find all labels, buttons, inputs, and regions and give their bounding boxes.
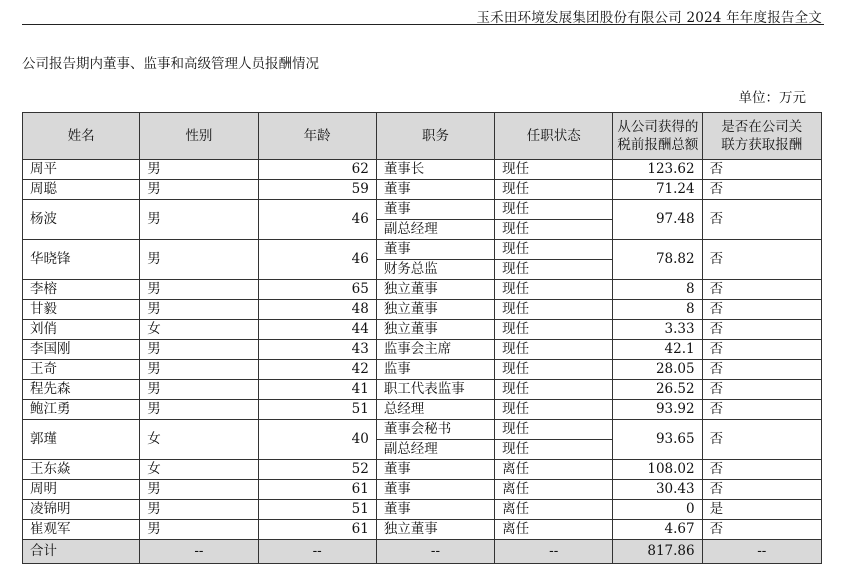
cell-age: 40 xyxy=(258,420,376,460)
compensation-table xyxy=(22,112,822,564)
cell-age: 44 xyxy=(258,320,376,340)
cell-pay: 30.43 xyxy=(613,480,702,500)
cell-position: 独立董事 xyxy=(376,520,494,540)
total-position: -- xyxy=(376,540,494,564)
cell-status: 现任 xyxy=(495,260,613,280)
cell-position: 董事 xyxy=(376,180,494,200)
cell-pay: 93.92 xyxy=(613,400,702,420)
cell-pay: 8 xyxy=(613,300,702,320)
cell-name: 程先森 xyxy=(23,380,140,400)
cell-pay: 0 xyxy=(613,500,702,520)
cell-age: 59 xyxy=(258,180,376,200)
cell-status: 现任 xyxy=(495,220,613,240)
cell-position: 董事 xyxy=(376,480,494,500)
cell-related: 否 xyxy=(702,280,821,300)
cell-age: 62 xyxy=(258,160,376,180)
header-related-line2: 联方获取报酬 xyxy=(721,137,803,153)
cell-related: 否 xyxy=(702,160,821,180)
cell-status: 现任 xyxy=(495,280,613,300)
cell-gender: 男 xyxy=(140,240,258,280)
cell-status: 现任 xyxy=(495,320,613,340)
cell-position: 董事 xyxy=(376,500,494,520)
cell-status: 离任 xyxy=(495,500,613,520)
cell-position: 副总经理 xyxy=(376,220,494,240)
cell-related: 是 xyxy=(702,500,821,520)
cell-related: 否 xyxy=(702,380,821,400)
table-row xyxy=(23,460,822,480)
cell-gender: 男 xyxy=(140,280,258,300)
header-pay-line2: 税前报酬总额 xyxy=(617,137,699,153)
cell-status: 现任 xyxy=(495,240,613,260)
cell-name: 鲍江勇 xyxy=(23,400,140,420)
header-age: 年龄 xyxy=(258,113,376,160)
cell-pay: 71.24 xyxy=(613,180,702,200)
cell-pay: 3.33 xyxy=(613,320,702,340)
cell-gender: 男 xyxy=(140,500,258,520)
cell-status: 现任 xyxy=(495,400,613,420)
total-related: -- xyxy=(702,540,821,564)
cell-gender: 男 xyxy=(140,400,258,420)
table-row xyxy=(23,280,822,300)
cell-age: 52 xyxy=(258,460,376,480)
cell-gender: 男 xyxy=(140,340,258,360)
cell-status: 离任 xyxy=(495,480,613,500)
cell-position: 董事长 xyxy=(376,160,494,180)
header-status: 任职状态 xyxy=(495,113,613,160)
cell-gender: 男 xyxy=(140,380,258,400)
table-row xyxy=(23,180,822,200)
cell-name: 王奇 xyxy=(23,360,140,380)
table-header-row xyxy=(23,113,822,160)
cell-gender: 男 xyxy=(140,520,258,540)
cell-gender: 女 xyxy=(140,460,258,480)
cell-related: 否 xyxy=(702,240,821,280)
cell-age: 61 xyxy=(258,520,376,540)
cell-position: 监事 xyxy=(376,360,494,380)
cell-related: 否 xyxy=(702,180,821,200)
header-pay xyxy=(613,113,702,160)
cell-name: 李榕 xyxy=(23,280,140,300)
cell-pay: 4.67 xyxy=(613,520,702,540)
cell-status: 现任 xyxy=(495,380,613,400)
cell-gender: 男 xyxy=(140,300,258,320)
cell-gender: 女 xyxy=(140,320,258,340)
cell-gender: 男 xyxy=(140,160,258,180)
cell-status: 离任 xyxy=(495,460,613,480)
cell-gender: 男 xyxy=(140,180,258,200)
cell-name: 周平 xyxy=(23,160,140,180)
cell-gender: 男 xyxy=(140,360,258,380)
cell-related: 否 xyxy=(702,480,821,500)
cell-position: 董事 xyxy=(376,200,494,220)
cell-pay: 123.62 xyxy=(613,160,702,180)
cell-age: 46 xyxy=(258,200,376,240)
total-label: 合计 xyxy=(23,540,140,564)
cell-age: 46 xyxy=(258,240,376,280)
cell-related: 否 xyxy=(702,200,821,240)
cell-age: 41 xyxy=(258,380,376,400)
cell-age: 43 xyxy=(258,340,376,360)
running-header-title: 玉禾田环境发展集团股份有限公司 2024 年年度报告全文 xyxy=(476,10,822,26)
header-name: 姓名 xyxy=(23,113,140,160)
total-age: -- xyxy=(258,540,376,564)
cell-name: 李国刚 xyxy=(23,340,140,360)
cell-status: 现任 xyxy=(495,340,613,360)
cell-status: 现任 xyxy=(495,360,613,380)
cell-position: 独立董事 xyxy=(376,300,494,320)
cell-age: 65 xyxy=(258,280,376,300)
table-row xyxy=(23,240,822,260)
cell-position: 副总经理 xyxy=(376,440,494,460)
total-row xyxy=(23,540,822,564)
cell-related: 否 xyxy=(702,460,821,480)
cell-name: 崔观军 xyxy=(23,520,140,540)
total-pay: 817.86 xyxy=(613,540,702,564)
cell-age: 51 xyxy=(258,500,376,520)
cell-status: 现任 xyxy=(495,440,613,460)
cell-status: 现任 xyxy=(495,300,613,320)
cell-pay: 26.52 xyxy=(613,380,702,400)
table-row xyxy=(23,400,822,420)
table-row xyxy=(23,420,822,440)
header-related-line1: 是否在公司关 xyxy=(721,119,803,135)
table-row xyxy=(23,320,822,340)
table-row xyxy=(23,500,822,520)
cell-pay: 108.02 xyxy=(613,460,702,480)
cell-name: 刘俏 xyxy=(23,320,140,340)
cell-name: 王东焱 xyxy=(23,460,140,480)
cell-gender: 男 xyxy=(140,200,258,240)
table-body xyxy=(23,160,822,540)
total-gender: -- xyxy=(140,540,258,564)
cell-related: 否 xyxy=(702,300,821,320)
cell-related: 否 xyxy=(702,340,821,360)
cell-name: 华晓锋 xyxy=(23,240,140,280)
unit-label: 单位：万元 xyxy=(738,90,806,106)
total-status: -- xyxy=(495,540,613,564)
cell-name: 郭瑾 xyxy=(23,420,140,460)
cell-gender: 男 xyxy=(140,480,258,500)
cell-status: 现任 xyxy=(495,200,613,220)
header-gender: 性别 xyxy=(140,113,258,160)
header-related xyxy=(702,113,821,160)
cell-gender: 女 xyxy=(140,420,258,460)
table-row xyxy=(23,480,822,500)
cell-age: 42 xyxy=(258,360,376,380)
cell-related: 否 xyxy=(702,360,821,380)
cell-related: 否 xyxy=(702,320,821,340)
cell-age: 61 xyxy=(258,480,376,500)
cell-related: 否 xyxy=(702,420,821,460)
cell-related: 否 xyxy=(702,400,821,420)
cell-name: 周明 xyxy=(23,480,140,500)
cell-name: 杨波 xyxy=(23,200,140,240)
cell-name: 周聪 xyxy=(23,180,140,200)
cell-position: 总经理 xyxy=(376,400,494,420)
table-row xyxy=(23,200,822,220)
cell-pay: 42.1 xyxy=(613,340,702,360)
table-row xyxy=(23,300,822,320)
cell-pay: 28.05 xyxy=(613,360,702,380)
cell-name: 凌锦明 xyxy=(23,500,140,520)
table-row xyxy=(23,520,822,540)
cell-position: 董事 xyxy=(376,460,494,480)
cell-status: 现任 xyxy=(495,420,613,440)
cell-status: 现任 xyxy=(495,160,613,180)
cell-status: 现任 xyxy=(495,180,613,200)
header-pay-line1: 从公司获得的 xyxy=(617,119,699,135)
cell-age: 51 xyxy=(258,400,376,420)
table-row xyxy=(23,340,822,360)
table-row xyxy=(23,160,822,180)
cell-pay: 97.48 xyxy=(613,200,702,240)
cell-position: 监事会主席 xyxy=(376,340,494,360)
cell-position: 董事会秘书 xyxy=(376,420,494,440)
header-rule xyxy=(22,24,824,25)
cell-status: 离任 xyxy=(495,520,613,540)
cell-position: 董事 xyxy=(376,240,494,260)
header-position: 职务 xyxy=(376,113,494,160)
cell-related: 否 xyxy=(702,520,821,540)
cell-pay: 78.82 xyxy=(613,240,702,280)
cell-pay: 93.65 xyxy=(613,420,702,460)
cell-position: 独立董事 xyxy=(376,320,494,340)
cell-name: 甘毅 xyxy=(23,300,140,320)
cell-pay: 8 xyxy=(613,280,702,300)
table-row xyxy=(23,380,822,400)
cell-position: 财务总监 xyxy=(376,260,494,280)
table-row xyxy=(23,360,822,380)
section-title: 公司报告期内董事、监事和高级管理人员报酬情况 xyxy=(22,56,319,72)
cell-position: 职工代表监事 xyxy=(376,380,494,400)
cell-age: 48 xyxy=(258,300,376,320)
cell-position: 独立董事 xyxy=(376,280,494,300)
